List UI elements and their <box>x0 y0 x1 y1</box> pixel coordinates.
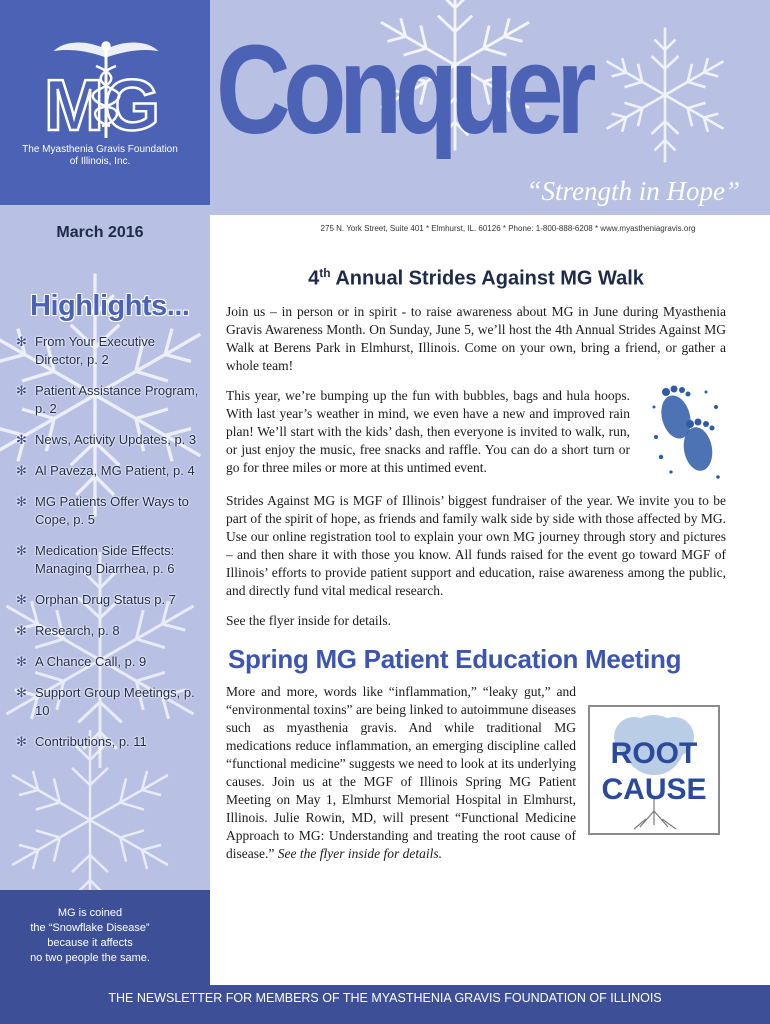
logo-text: MG <box>44 66 160 146</box>
root-cause-image <box>588 705 720 835</box>
highlights-heading: Highlights... <box>30 290 190 322</box>
highlight-item <box>14 684 204 720</box>
highlight-label: Contributions, p. 11 <box>35 734 147 749</box>
sidebar <box>0 0 210 985</box>
note-line: MG is coined <box>57 907 123 919</box>
address-line: 275 N. York Street, Suite 401 * Elmhurst, IL. 60126 * Phone: 1-800-888-6208 * www.myastheniagravis.org <box>320 224 696 233</box>
highlight-label: Patient Assistance Program, p. 2 <box>35 383 199 416</box>
snowflake-bullet-icon: ✻ <box>16 623 27 638</box>
title-number: 4 <box>308 267 320 290</box>
highlight-item <box>14 542 204 578</box>
snowflake-bullet-icon: ✻ <box>16 463 27 478</box>
footer-banner: THE NEWSLETTER FOR MEMBERS OF THE MYASTHENIA GRAVIS FOUNDATION OF ILLINOIS <box>0 985 770 1024</box>
main-content <box>226 266 726 863</box>
highlight-label: News, Activity Updates, p. 3 <box>35 432 197 447</box>
snowflake-bullet-icon: ✻ <box>16 592 27 607</box>
title-suffix: th <box>319 266 331 280</box>
snowflake-bullet-icon: ✻ <box>16 432 27 447</box>
article-paragraph: See the flyer inside for details. <box>226 612 391 628</box>
masthead <box>210 0 770 215</box>
highlight-item <box>14 653 204 671</box>
highlight-label: Medication Side Effects: Managing Diarrhea, p. 6 <box>35 543 175 576</box>
snowflake-bullet-icon: ✻ <box>16 654 27 669</box>
highlight-item <box>14 591 204 609</box>
paragraph-with-image <box>226 387 726 492</box>
snowflake-bullet-icon: ✻ <box>16 494 27 509</box>
title-text: Annual Strides Against MG Walk <box>330 267 644 290</box>
snowflake-bullet-icon: ✻ <box>16 543 27 558</box>
root-text: ROOT <box>610 736 698 770</box>
note-line: no two people the same. <box>30 952 150 964</box>
snowflake-disease-note <box>0 890 210 985</box>
note-line: because it affects <box>47 937 133 949</box>
highlight-label: From Your Executive Director, p. 2 <box>35 334 155 367</box>
article-paragraph-italic: See the flyer inside for details. <box>277 845 442 861</box>
highlight-item <box>14 733 204 751</box>
highlight-item <box>14 382 204 418</box>
snowflake-bullet-icon: ✻ <box>16 734 27 749</box>
snowflake-bullet-icon: ✻ <box>16 334 27 349</box>
highlight-label: MG Patients Offer Ways to Cope, p. 5 <box>35 494 189 527</box>
org-name <box>0 144 200 168</box>
cause-text: CAUSE <box>601 772 707 806</box>
highlight-item <box>14 431 204 449</box>
snowflake-note-text <box>0 906 180 966</box>
highlight-item <box>14 333 204 369</box>
highlight-label: Orphan Drug Status p. 7 <box>35 592 176 607</box>
org-name-line2: of Illinois, Inc. <box>69 156 131 167</box>
newsletter-title: Conquer <box>216 19 590 160</box>
note-line: the “Snowflake Disease” <box>30 922 150 934</box>
tagline: “Strength in Hope” <box>526 176 740 206</box>
footprints-icon <box>646 377 726 492</box>
highlight-label: Research, p. 8 <box>35 623 120 638</box>
snowflake-icon <box>590 20 740 170</box>
highlight-item <box>14 462 204 480</box>
article-paragraph-text: More and more, words like “inflammation,” “leaky gut,” and “environmental toxins” are being linked to autoimmune diseases such as myasthenia gravis. And while traditional MG medications reduce inflammation, an emerging discipline called “functional medicine” suggests we need to look at its underlying causes. Join us at the MGF of Illinois Spring MG Patient Meeting on May 1, Elmhurst Memorial Hospital in Elmhurst, Illinois. Julie Rowin, MD, will present “Functional Medicine Approach to MG: Understanding and treating the root cause of disease.” <box>226 683 576 861</box>
logo-block <box>0 0 210 205</box>
snowflake-bullet-icon: ✻ <box>16 685 27 700</box>
mg-caduceus-logo-icon <box>26 38 186 148</box>
highlight-item <box>14 622 204 640</box>
org-name-line1: The Myasthenia Gravis Foundation <box>22 144 178 155</box>
issue-date: March 2016 <box>56 224 144 241</box>
article-paragraph: Strides Against MG is MGF of Illinois’ biggest fundraiser of the year. We invite you to be part of the spirit of hope, as friends and family walk side by side with those affected by MG. Use our online registration tool to explain your own MG journey through story and pictures – and then share it with those you know. All funds raised for the event go toward MGF of Illinois’ efforts to provide patient support and education, raise awareness among the public, and directly fund vital medical research. <box>226 492 726 598</box>
snowflake-bullet-icon: ✻ <box>16 383 27 398</box>
highlight-label: Al Paveza, MG Patient, p. 4 <box>35 463 195 478</box>
article-paragraph: This year, we’re bumping up the fun with bubbles, bags and hula hoops. With last year’s weather in mind, we even have a new and improved rain plan! We’ll start with the kids’ dash, then everyone is invited to walk, run, or just enjoy the music, free snacks and raffle. You can do a short turn or go for three miles or more at this untimed event. <box>226 387 630 475</box>
highlight-label: Support Group Meetings, p. 10 <box>35 685 195 718</box>
education-article <box>226 683 726 863</box>
highlights-list <box>14 333 204 764</box>
tree-roots-icon <box>590 707 718 833</box>
highlight-label: A Chance Call, p. 9 <box>35 654 147 669</box>
highlight-item <box>14 493 204 529</box>
article-paragraph: Join us – in person or in spirit - to raise awareness about MG in June during Myasthenia Gravis Awareness Month. On Sunday, June 5, we’ll host the 4th Annual Strides Against MG Walk at Berens Park in Elmhurst, Illinois. Come on your own, bring a friend, or gather a whole team! <box>226 303 726 373</box>
article-title <box>226 266 726 291</box>
article-title: Spring MG Patient Education Meeting <box>228 643 682 674</box>
